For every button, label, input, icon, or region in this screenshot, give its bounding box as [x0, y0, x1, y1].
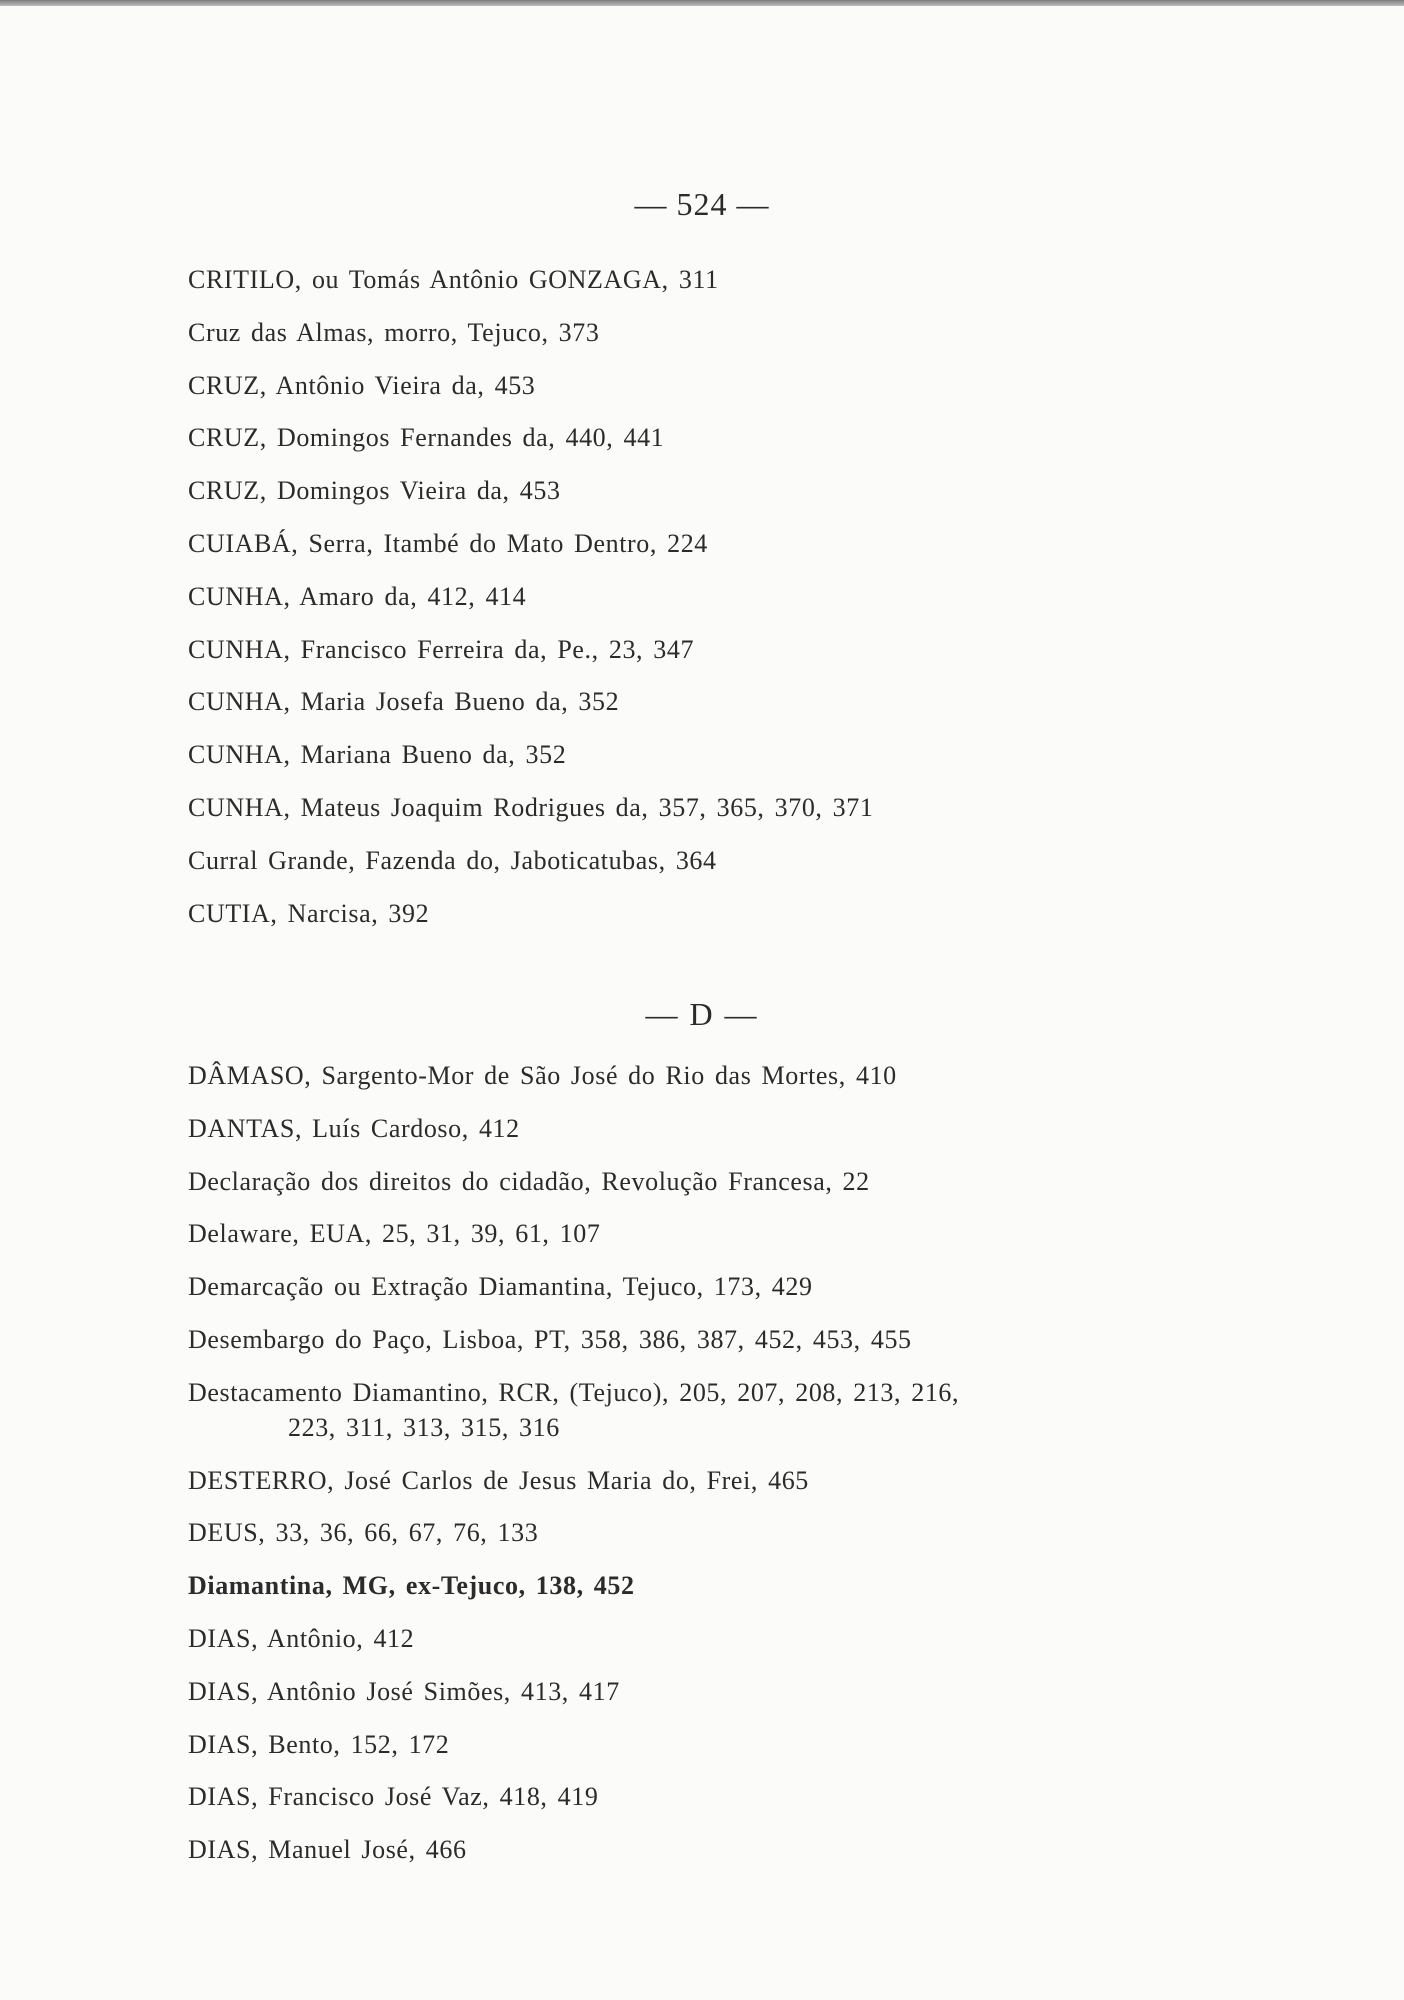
letter-heading-d: — D — — [645, 996, 759, 1032]
index-entry: DIAS, Antônio José Simões, 413, 417 — [188, 1676, 620, 1706]
index-entry: Cruz das Almas, morro, Tejuco, 373 — [188, 317, 600, 347]
index-entry: CUNHA, Amaro da, 412, 414 — [188, 581, 527, 611]
index-entry-line: Destacamento Diamantino, RCR, (Tejuco), 205, 207, 208, 213, 216, — [188, 1377, 960, 1407]
index-entry: CRUZ, Domingos Vieira da, 453 — [188, 476, 561, 506]
index-entry: Demarcação ou Extração Diamantina, Tejuco, 173, 429 — [188, 1272, 813, 1302]
index-entry: Declaração dos direitos do cidadão, Revolução Francesa, 22 — [188, 1166, 870, 1196]
index-entries-d — [188, 1058, 1248, 1885]
index-entry: CUNHA, Mateus Joaquim Rodrigues da, 357, 365, 370, 371 — [188, 792, 874, 822]
scan-top-edge — [0, 0, 1404, 6]
index-entry: CRUZ, Domingos Fernandes da, 440, 441 — [188, 423, 665, 453]
index-entry: DESTERRO, José Carlos de Jesus Maria do, Frei, 465 — [188, 1465, 809, 1495]
index-entry: DANTAS, Luís Cardoso, 412 — [188, 1113, 520, 1143]
index-entries-c — [188, 262, 1248, 948]
index-entry: CUNHA, Maria Josefa Bueno da, 352 — [188, 687, 620, 717]
index-entry: DEUS, 33, 36, 66, 67, 76, 133 — [188, 1518, 539, 1548]
index-entry: CRUZ, Antônio Vieira da, 453 — [188, 370, 536, 400]
index-entry: CRITILO, ou Tomás Antônio GONZAGA, 311 — [188, 265, 719, 294]
index-entry-continuation: 223, 311, 313, 315, 316 — [288, 1412, 560, 1442]
index-entry: CUNHA, Mariana Bueno da, 352 — [188, 740, 567, 770]
index-entry: Curral Grande, Fazenda do, Jaboticatubas, 364 — [188, 845, 717, 875]
index-entry: CUTIA, Narcisa, 392 — [188, 898, 430, 928]
index-entry: CUNHA, Francisco Ferreira da, Pe., 23, 347 — [188, 634, 695, 664]
page-number: — 524 — — [634, 186, 770, 222]
index-entry: Desembargo do Paço, Lisboa, PT, 358, 386, 387, 452, 453, 455 — [188, 1324, 912, 1354]
index-entry: DÂMASO, Sargento-Mor de São José do Rio das Mortes, 410 — [188, 1061, 897, 1090]
index-entry: DIAS, Manuel José, 466 — [188, 1835, 467, 1865]
index-entry: Delaware, EUA, 25, 31, 39, 61, 107 — [188, 1219, 601, 1249]
index-entry: DIAS, Francisco José Vaz, 418, 419 — [188, 1782, 599, 1812]
index-entry: DIAS, Antônio, 412 — [188, 1623, 415, 1653]
index-entry-bold: Diamantina, MG, ex-Tejuco, 138, 452 — [188, 1571, 635, 1601]
index-entry-multiline — [188, 1375, 1248, 1445]
index-entry: DIAS, Bento, 152, 172 — [188, 1729, 450, 1759]
index-entry: CUIABÁ, Serra, Itambé do Mato Dentro, 224 — [188, 528, 708, 558]
